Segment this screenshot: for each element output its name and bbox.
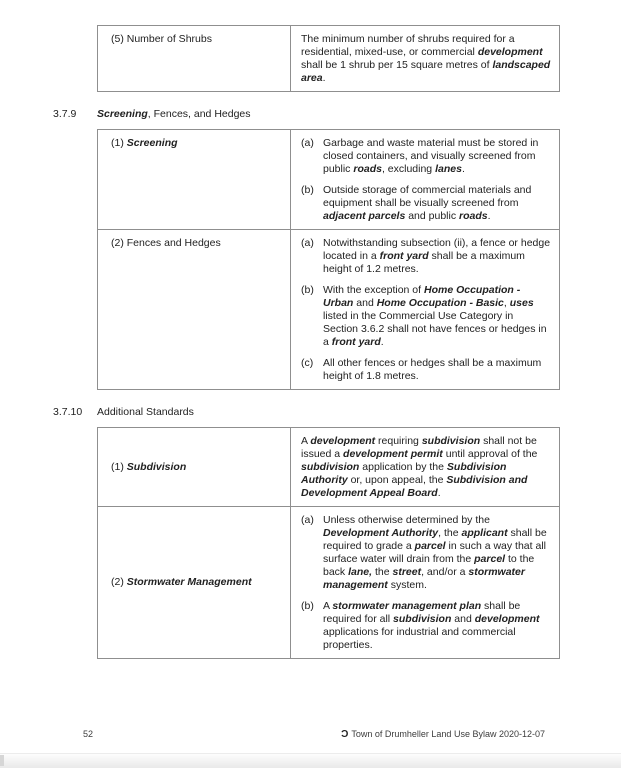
defined-term: lane,: [348, 566, 373, 578]
item-marker: (b): [301, 284, 314, 296]
row-label: (2) Stormwater Management: [111, 576, 252, 588]
list-item: [301, 33, 551, 85]
page-bottom-edge: [0, 753, 621, 768]
item-marker: (b): [301, 184, 314, 196]
standards-table: [97, 129, 560, 390]
defined-term: subdivision: [421, 435, 481, 447]
scrollbar-fragment: [0, 755, 4, 766]
list-item: [301, 237, 551, 276]
defined-term: stormwater management: [323, 566, 525, 591]
section-heading: [53, 108, 621, 121]
defined-term: stormwater management plan: [332, 600, 482, 612]
row-content-cell: [291, 130, 559, 229]
row-label-cell: [98, 26, 291, 91]
row-content-cell: [291, 507, 559, 658]
defined-term: Screening: [97, 108, 148, 120]
row-label-cell: [98, 230, 291, 389]
defined-term: Subdivision and Development Appeal Board: [301, 474, 528, 499]
item-marker: (b): [301, 600, 314, 612]
section-heading: [53, 406, 621, 419]
row-content-cell: [291, 230, 559, 389]
row-label-cell: [98, 507, 291, 658]
defined-term: roads: [353, 163, 382, 175]
defined-term: uses: [509, 297, 534, 309]
item-marker: (a): [301, 137, 314, 149]
list-item: [301, 137, 551, 176]
item-marker: (a): [301, 514, 314, 526]
item-text: All other fences or hedges shall be a maximum height of 1.8 metres.: [323, 357, 542, 382]
list-item: [301, 514, 551, 592]
defined-term: subdivision: [393, 613, 452, 625]
table-row: [98, 230, 559, 389]
item-text: The minimum number of shrubs required for a residential, mixed-use, or commercial development shall be 1 shrub per 15 square metres of landscaped area.: [301, 33, 551, 84]
row-content-cell: [291, 26, 559, 91]
item-text: With the exception of Home Occupation - Urban and Home Occupation - Basic, uses listed in the Commercial Use Category in Section 3.6.2 shall not have fences or hedges in a front yard.: [323, 284, 547, 348]
table-row: [98, 507, 559, 658]
row-label: (5) Number of Shrubs: [111, 33, 212, 45]
list-item: [301, 600, 551, 652]
defined-term: Development Authority: [323, 527, 439, 539]
page-footer: [341, 729, 545, 740]
defined-term: applicant: [461, 527, 508, 539]
row-label-cell: [98, 130, 291, 229]
page-number: 52: [83, 729, 94, 739]
list-item: [301, 284, 551, 349]
defined-term: Subdivision Authority: [301, 461, 507, 486]
defined-term: Home Occupation - Urban: [323, 284, 521, 309]
item-text: Outside storage of commercial materials and equipment shall be visually screened from adjacent parcels and public roads.: [323, 184, 532, 222]
table-row: [98, 428, 559, 507]
defined-term: subdivision: [301, 461, 360, 473]
defined-term: development: [310, 435, 376, 447]
defined-term: lanes: [435, 163, 462, 175]
defined-term: Subdivision: [126, 460, 187, 473]
row-label: (1) Subdivision: [111, 460, 187, 473]
item-text: Garbage and waste material must be stored in closed containers, and visually screened from public roads, excluding lanes.: [323, 137, 539, 175]
defined-term: roads: [459, 210, 488, 222]
standards-table: [97, 427, 560, 659]
item-text: A stormwater management plan shall be required for all subdivision and development applications for industrial and commercial properties.: [323, 600, 540, 651]
defined-term: Screening: [126, 137, 178, 149]
defined-term: Stormwater Management: [126, 576, 252, 588]
item-marker: (c): [301, 357, 314, 369]
list-item: [301, 184, 551, 223]
item-text: Unless otherwise determined by the Development Authority, the applicant shall be required to grade a parcel in such a way that all surface water will drain from the parcel to the back lane, the street, and/or a stormwater management system.: [323, 514, 547, 591]
defined-term: front yard: [331, 336, 381, 348]
section-number: 3.7.10: [53, 406, 83, 418]
section-title: Additional Standards: [97, 406, 194, 418]
row-content-cell: [291, 428, 559, 506]
standards-table: [97, 25, 560, 92]
footer-attribution: Town of Drumheller Land Use Bylaw 2020-12-07: [351, 729, 545, 739]
list-item: [301, 435, 551, 500]
defined-term: street: [392, 566, 422, 578]
item-text: Notwithstanding subsection (ii), a fence or hedge located in a front yard shall be a maximum height of 1.2 metres.: [323, 237, 551, 275]
defined-term: parcel: [414, 540, 446, 552]
section-number: 3.7.9: [53, 108, 77, 120]
defined-term: development: [474, 613, 540, 625]
drumheller-logo-icon: Ɔ: [341, 729, 349, 740]
defined-term: adjacent parcels: [323, 210, 406, 222]
table-row: [98, 130, 559, 230]
defined-term: parcel: [474, 553, 506, 565]
document-content: [0, 25, 621, 659]
defined-term: landscaped area: [301, 59, 551, 84]
row-label: (1) Screening: [111, 137, 178, 149]
defined-term: development permit: [343, 448, 443, 460]
defined-term: front yard: [379, 250, 429, 262]
table-row: [98, 26, 559, 91]
item-marker: (a): [301, 237, 314, 249]
row-label: (2) Fences and Hedges: [111, 237, 221, 249]
row-label-cell: [98, 428, 291, 506]
item-text: A development requiring subdivision shall not be issued a development permit until approval of the subdivision application by the Subdivision Authority or, upon appeal, the Subdivision and Development Appeal Board.: [301, 435, 538, 499]
defined-term: development: [477, 46, 543, 58]
section-title: Screening, Fences, and Hedges: [97, 108, 251, 120]
list-item: [301, 357, 551, 383]
defined-term: Home Occupation - Basic: [376, 297, 504, 309]
